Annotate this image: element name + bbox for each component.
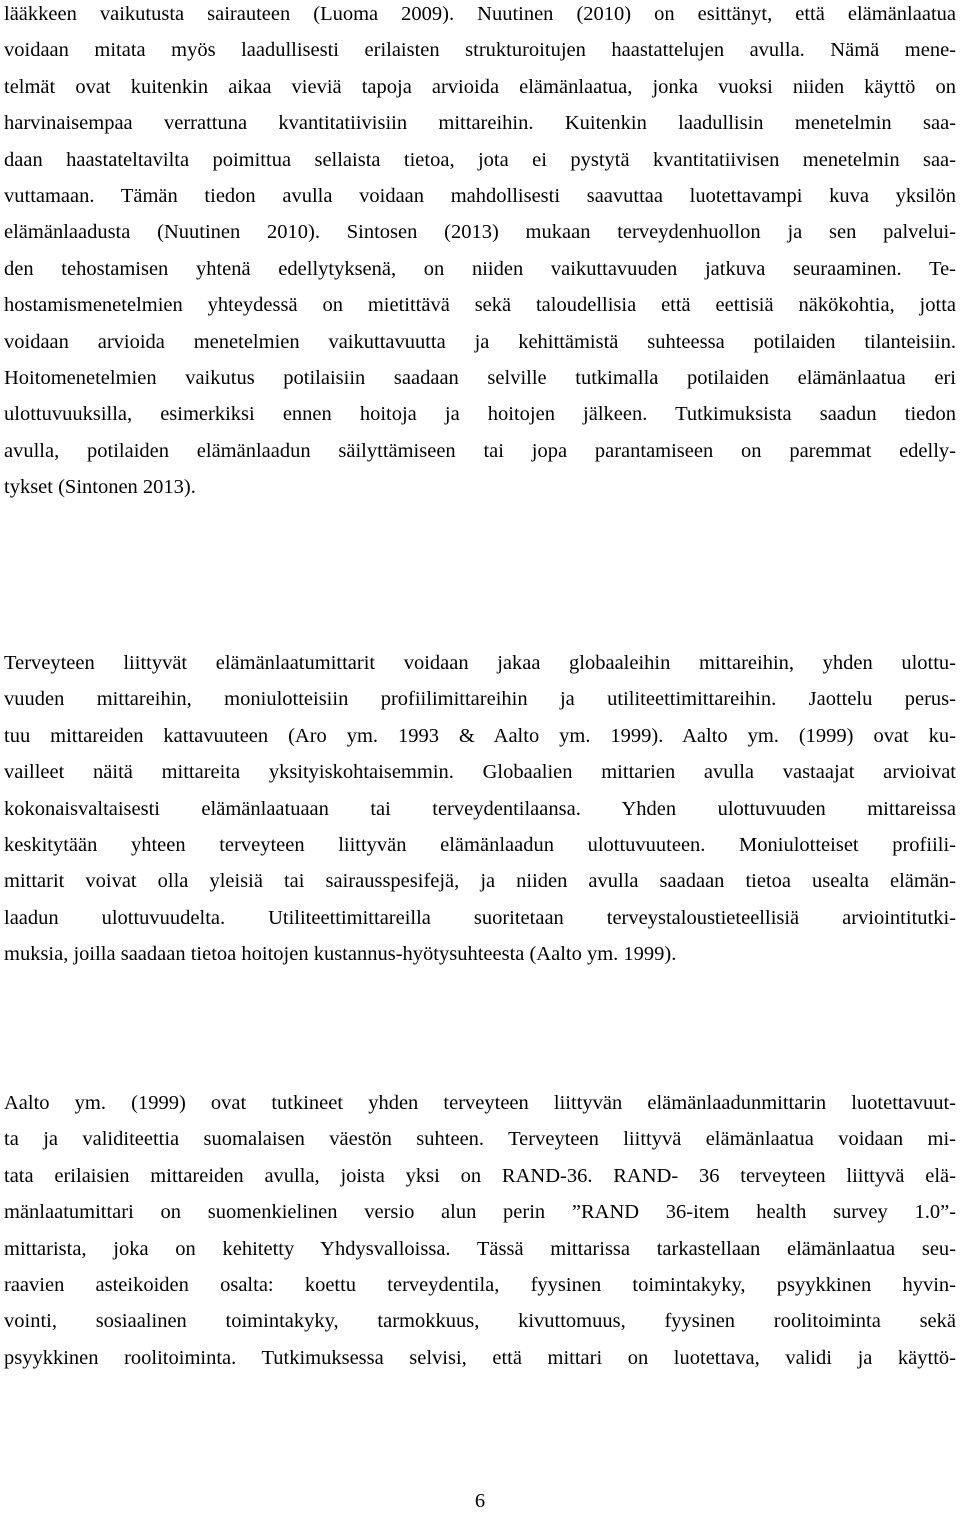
text-line: vuttamaan. Tämän tiedon avulla voidaan mahdollisesti saavuttaa luotettavampi kuva yksilön	[4, 184, 956, 207]
text-line: keskitytään yhteen terveyteen liittyvän elämänlaadun ulottuvuuteen. Moniulotteiset profiili-	[4, 833, 956, 856]
paragraph-rand-36	[4, 1085, 956, 1376]
text-line: vailleet näitä mittareita yksityiskohtaisemmin. Globaalien mittarien avulla vastaajat arvioivat	[4, 761, 956, 784]
text-line: vuuden mittareihin, moniulotteisiin profiilimittareihin ja utiliteettimittareihin. Jaottelu perus-	[4, 688, 956, 711]
text-line: Terveyteen liittyvät elämänlaatumittarit voidaan jakaa globaaleihin mittareihin, yhden ulottu-	[4, 652, 956, 674]
text-line: mittarit voivat olla yleisiä tai sairausspesifejä, ja niiden avulla saadaan tietoa usealta elämän-	[4, 870, 956, 893]
text-line: psyykkinen roolitoiminta. Tutkimuksessa selvisi, että mittari on luotettava, validi ja käyttö-	[4, 1346, 956, 1369]
text-line: ulottuvuuksilla, esimerkiksi ennen hoitoja ja hoitojen jälkeen. Tutkimuksista saadun tiedon	[4, 403, 956, 426]
text-line: elämänlaadusta (Nuutinen 2010). Sintosen (2013) mukaan terveydenhuollon ja sen palvelui-	[4, 221, 956, 244]
text-line: voidaan arvioida menetelmien vaikuttavuutta ja kehittämistä suhteessa potilaiden tilanteisiin.	[4, 330, 956, 353]
text-line: mänlaatumittari on suomenkielinen versio alun perin ”RAND 36-item health survey 1.0”-	[4, 1201, 956, 1224]
text-line: Hoitomenetelmien vaikutus potilaisiin saadaan selville tutkimalla potilaiden elämänlaatua eri	[4, 366, 956, 389]
text-line: daan haastateltavilta poimittua sellaista tietoa, jota ei pystytä kvantitatiivisen menetelmin saa-	[4, 148, 956, 171]
text-line: telmät ovat kuitenkin aikaa vieviä tapoja arvioida elämänlaatua, jonka vuoksi niiden käyttö on	[4, 75, 956, 98]
text-line: vointi, sosiaalinen toimintakyky, tarmokkuus, kivuttomuus, fyysinen roolitoiminta sekä	[4, 1310, 956, 1333]
paragraph-elamanlaadun-mittaaminen	[4, 0, 956, 505]
text-line: raavien asteikoiden osalta: koettu terveydentila, fyysinen toimintakyky, psyykkinen hyvin-	[4, 1273, 956, 1296]
text-line: den tehostamisen yhtenä edellytyksenä, on niiden vaikuttavuuden jatkuva seuraaminen. Te-	[4, 257, 956, 280]
page-number: 6	[474, 1490, 486, 1512]
text-line: avulla, potilaiden elämänlaadun säilyttämiseen tai jopa parantamiseen on paremmat edelly-	[4, 439, 956, 462]
text-line: laadun ulottuvuudelta. Utiliteettimittareilla suoritetaan terveystaloustieteellisiä arviointitutki-	[4, 906, 956, 929]
text-line: voidaan mitata myös laadullisesti erilaisten strukturoitujen haastattelujen avulla. Nämä mene-	[4, 39, 956, 62]
text-line: Aalto ym. (1999) ovat tutkineet yhden terveyteen liittyvän elämänlaadunmittarin luotettavuut-	[4, 1092, 956, 1114]
text-line: harvinaisempaa verrattuna kvantitatiivisiin mittareihin. Kuitenkin laadullisin menetelmin saa-	[4, 112, 956, 135]
text-line: tykset (Sintonen 2013).	[4, 476, 196, 499]
text-line: tuu mittareiden kattavuuteen (Aro ym. 1993 & Aalto ym. 1999). Aalto ym. (1999) ovat ku-	[4, 724, 956, 747]
paragraph-mittarityypit	[4, 645, 956, 973]
text-line: muksia, joilla saadaan tietoa hoitojen kustannus-hyötysuhteesta (Aalto ym. 1999).	[4, 943, 677, 966]
text-line: hostamismenetelmien yhteydessä on mietittävä sekä taloudellisia että eettisiä näkökohtia, jotta	[4, 294, 956, 317]
text-line: ta ja validiteettia suomalaisen väestön suhteen. Terveyteen liittyvä elämänlaatua voidaan mi-	[4, 1128, 956, 1151]
text-line: kokonaisvaltaisesti elämänlaatuaan tai terveydentilaansa. Yhden ulottuvuuden mittareissa	[4, 797, 956, 820]
text-line: tata erilaisien mittareiden avulla, joista yksi on RAND-36. RAND- 36 terveyteen liittyvä elä-	[4, 1164, 956, 1187]
text-line: mittarista, joka on kehitetty Yhdysvalloissa. Tässä mittarissa tarkastellaan elämänlaatua seu-	[4, 1237, 956, 1260]
text-line: lääkkeen vaikutusta sairauteen (Luoma 2009). Nuutinen (2010) on esittänyt, että elämänlaatua	[4, 3, 956, 25]
